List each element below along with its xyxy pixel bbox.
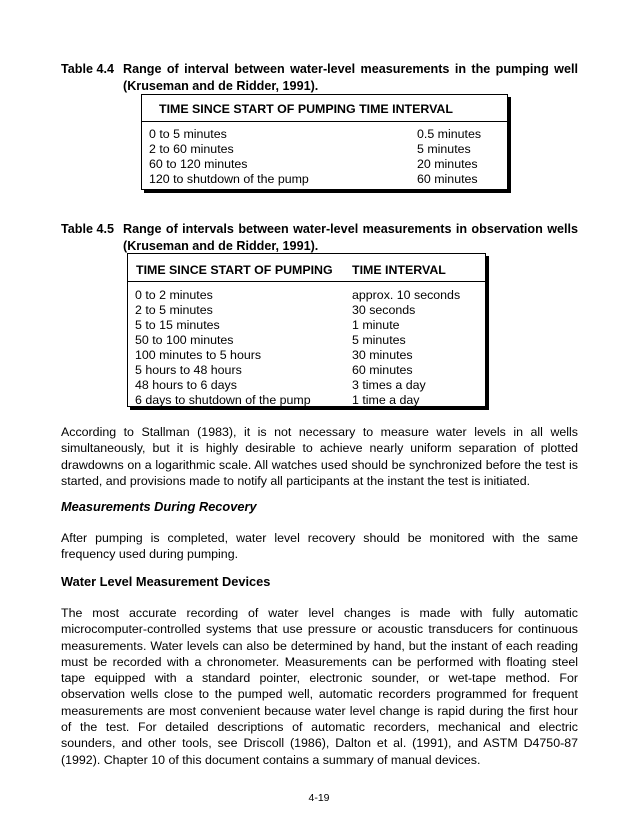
table-4-4-caption	[123, 61, 578, 95]
table-row	[142, 142, 507, 157]
table-row	[128, 288, 485, 303]
table-4-5-header-rule	[128, 281, 485, 282]
interval-cell: 3 times a day	[352, 378, 426, 392]
heading-recovery: Measurements During Recovery	[61, 499, 257, 514]
interval-cell: 60 minutes	[417, 172, 478, 186]
interval-cell: 5 minutes	[417, 142, 471, 156]
interval-cell: 30 minutes	[352, 348, 413, 362]
time-cell: 2 to 5 minutes	[135, 303, 213, 317]
table-4-5-header-col1: TIME SINCE START OF PUMPING	[136, 263, 333, 277]
time-cell: 2 to 60 minutes	[149, 142, 234, 156]
time-cell: 6 days to shutdown of the pump	[135, 393, 311, 407]
interval-cell: 1 minute	[352, 318, 400, 332]
table-row	[128, 333, 485, 348]
time-cell: 120 to shutdown of the pump	[149, 172, 309, 186]
table-4-4	[141, 94, 508, 190]
heading-devices: Water Level Measurement Devices	[61, 574, 271, 589]
table-4-4-caption-line2: (Kruseman and de Ridder, 1991).	[123, 79, 319, 93]
time-cell: 0 to 2 minutes	[135, 288, 213, 302]
paragraph-stallman: According to Stallman (1983), it is not necessary to measure water levels in all wells simultaneously, but it is highly desirable to achieve nearly uniform separation of plotted drawdowns on a logarithmic scale. All watches used should be synchronized before the test is started, and provisions made to notify all participants at the instant the test is initiated.	[61, 425, 578, 488]
paragraph-recovery: After pumping is completed, water level recovery should be monitored with the same frequency used during pumping.	[61, 531, 578, 562]
time-cell: 50 to 100 minutes	[135, 333, 234, 347]
table-4-5-caption-line2: (Kruseman and de Ridder, 1991).	[123, 239, 319, 253]
table-row	[128, 393, 485, 408]
table-4-5-caption	[123, 221, 578, 255]
table-4-4-caption-line1: Range of interval between water-level measurements in the pumping well	[123, 62, 578, 76]
table-row	[142, 172, 507, 187]
table-row	[128, 363, 485, 378]
time-cell: 60 to 120 minutes	[149, 157, 248, 171]
time-cell: 100 minutes to 5 hours	[135, 348, 262, 362]
interval-cell: 60 minutes	[352, 363, 413, 377]
table-4-5-caption-line1: Range of intervals between water-level measurements in observation wells	[123, 222, 578, 236]
table-row	[128, 318, 485, 333]
table-row	[128, 303, 485, 318]
table-4-5	[127, 253, 486, 407]
table-4-4-label: Table 4.4	[61, 62, 114, 76]
table-4-5-label: Table 4.5	[61, 222, 114, 236]
time-cell: 0 to 5 minutes	[149, 127, 227, 141]
interval-cell: 20 minutes	[417, 157, 478, 171]
paragraph-devices: The most accurate recording of water level changes is made with fully automatic microcomputer-controlled systems that use pressure or acoustic transducers for continuous measurements. Water levels can also be determined by hand, but the instant of each reading must be recorded with a chronometer. Measurements can be performed with floating steel tape equipped with a standard pointer, electronic sounder, or wet-tape method. For observation wells close to the pumped well, automatic recorders programmed for frequent measurements are most convenient because water level change is rapid during the first hour of the test. For detailed descriptions of automatic recorders, mechanical and electric sounders, and other tools, see Driscoll (1986), Dalton et al. (1991), and ASTM D4750-87 (1992). Chapter 10 of this document contains a summary of manual devices.	[61, 606, 578, 767]
interval-cell: 0.5 minutes	[417, 127, 482, 141]
table-4-4-header: TIME SINCE START OF PUMPING TIME INTERVAL	[159, 102, 453, 116]
table-row	[128, 348, 485, 363]
interval-cell: 5 minutes	[352, 333, 406, 347]
time-cell: 5 to 15 minutes	[135, 318, 220, 332]
table-row	[142, 127, 507, 142]
table-4-4-header-rule	[142, 121, 507, 122]
time-cell: 5 hours to 48 hours	[135, 363, 242, 377]
time-cell: 48 hours to 6 days	[135, 378, 237, 392]
table-4-5-header-col2: TIME INTERVAL	[352, 263, 446, 277]
interval-cell: 1 time a day	[352, 393, 420, 407]
interval-cell: 30 seconds	[352, 303, 416, 317]
page-number: 4-19	[308, 792, 330, 804]
table-row	[128, 378, 485, 393]
interval-cell: approx. 10 seconds	[352, 288, 461, 302]
table-row	[142, 157, 507, 172]
